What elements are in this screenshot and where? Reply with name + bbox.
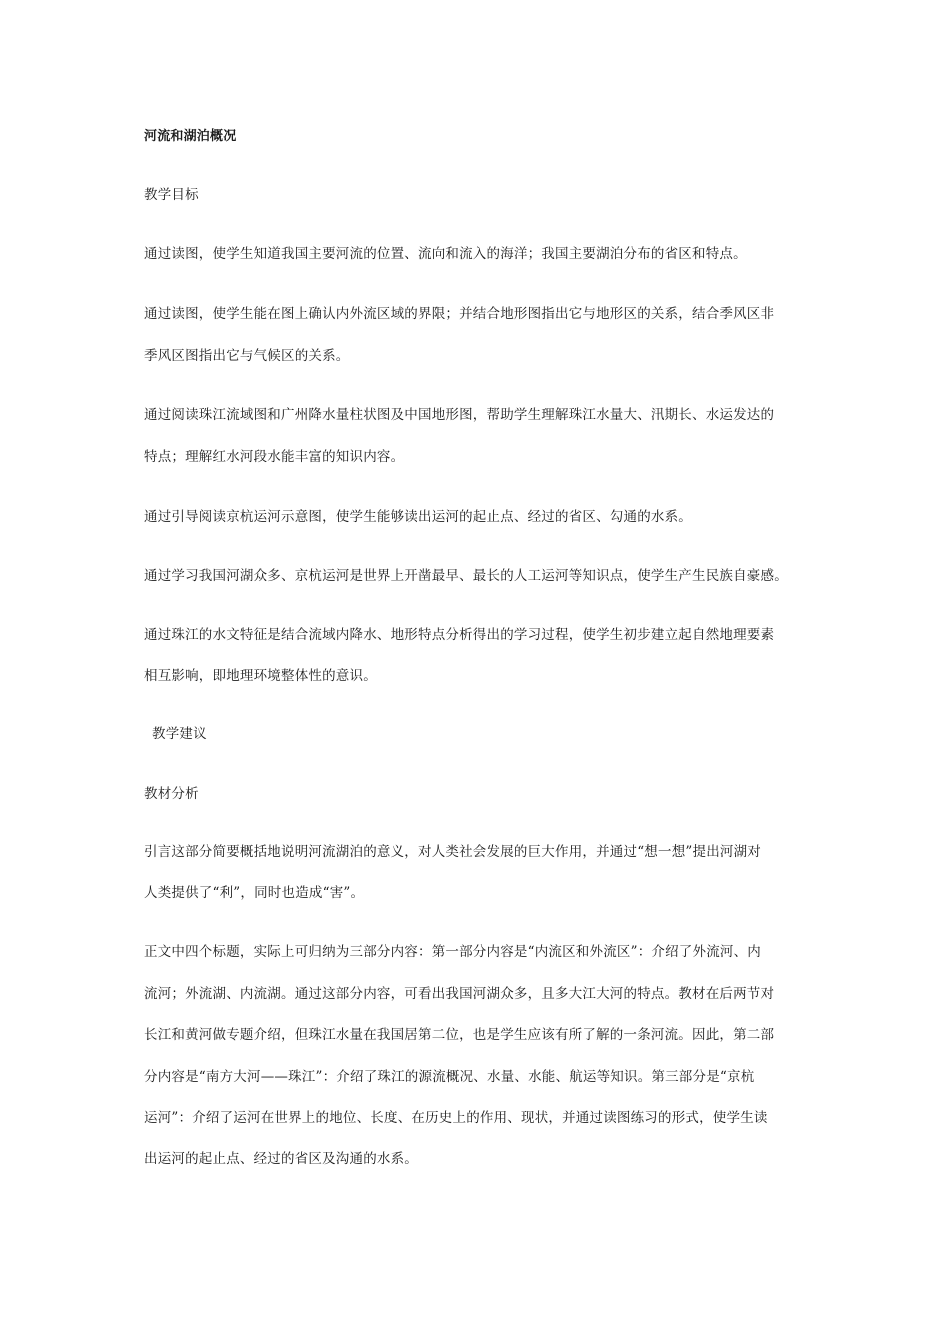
section-heading-objectives: 教学目标: [144, 187, 199, 203]
objective-2-line-1: 通过读图，使学生能在图上确认内外流区域的界限；并结合地形图指出它与地形区的关系，结合季风区非: [144, 306, 775, 322]
material-2-line-3: 长江和黄河做专题介绍，但珠江水量在我国居第二位，也是学生应该有所了解的一条河流。因此，第二部: [144, 1027, 775, 1043]
material-1-line-2: 人类提供了“利”，同时也造成“害”。: [144, 885, 365, 901]
objective-5-line-1: 通过学习我国河湖众多、京杭运河是世界上开凿最早、最长的人工运河等知识点，使学生产生民族自豪感。: [144, 568, 788, 584]
objective-1-line-1: 通过读图，使学生知道我国主要河流的位置、流向和流入的海洋；我国主要湖泊分布的省区和特点。: [144, 246, 747, 262]
objective-4-line-1: 通过引导阅读京杭运河示意图，使学生能够读出运河的起止点、经过的省区、勾通的水系。: [144, 509, 692, 525]
objective-3-line-2: 特点；理解红水河段水能丰富的知识内容。: [144, 449, 405, 465]
section-heading-material: 教材分析: [144, 786, 199, 802]
objective-3-line-1: 通过阅读珠江流域图和广州降水量柱状图及中国地形图，帮助学生理解珠江水量大、汛期长、水运发达的: [144, 407, 775, 423]
material-2-line-6: 出运河的起止点、经过的省区及沟通的水系。: [144, 1151, 418, 1167]
material-2-line-4: 分内容是“南方大河——珠江”：介绍了珠江的源流概况、水量、水能、航运等知识。第三部分是“京杭: [144, 1069, 755, 1085]
section-heading-suggestions: 教学建议: [152, 726, 207, 742]
material-2-line-5: 运河”：介绍了运河在世界上的地位、长度、在历史上的作用、现状，并通过读图练习的形式，使学生读: [144, 1110, 768, 1126]
material-1-line-1: 引言这部分简要概括地说明河流湖泊的意义，对人类社会发展的巨大作用，并通过“想一想”提出河湖对: [144, 844, 762, 860]
material-2-line-2: 流河；外流湖、内流湖。通过这部分内容，可看出我国河湖众多，且多大江大河的特点。教材在后两节对: [144, 986, 775, 1002]
document-title: 河流和湖泊概况: [144, 129, 237, 144]
objective-6-line-2: 相互影响，即地理环境整体性的意识。: [144, 668, 377, 684]
objective-2-line-2: 季风区图指出它与气候区的关系。: [144, 348, 350, 364]
material-2-line-1: 正文中四个标题，实际上可归纳为三部分内容：第一部分内容是“内流区和外流区”：介绍了外流河、内: [144, 944, 762, 960]
objective-6-line-1: 通过珠江的水文特征是结合流域内降水、地形特点分析得出的学习过程，使学生初步建立起自然地理要素: [144, 627, 775, 643]
